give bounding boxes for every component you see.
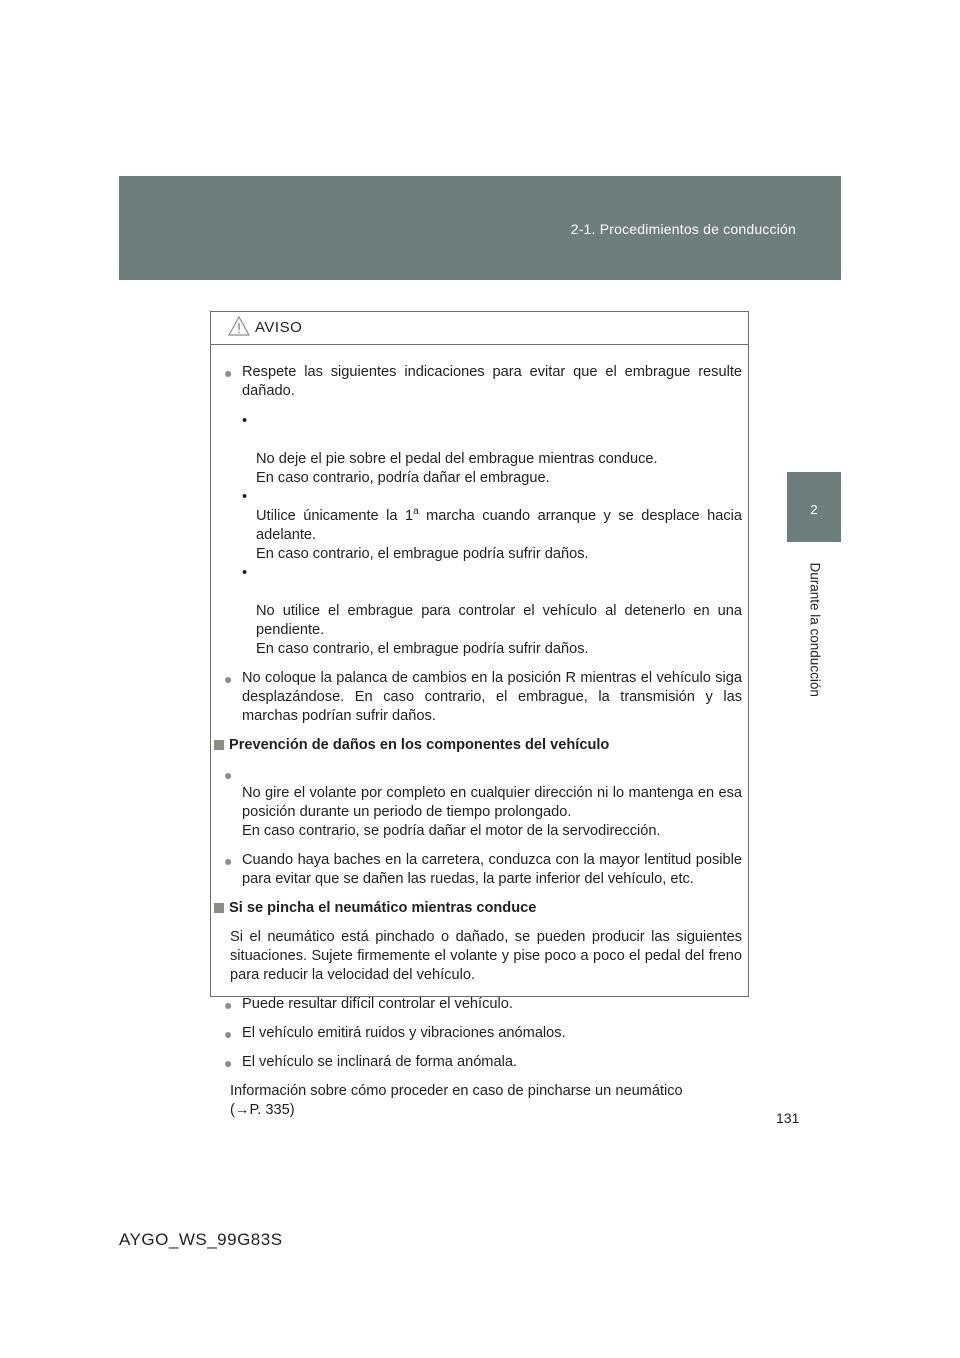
tire-info — [211, 1082, 742, 1120]
clutch-bullet — [211, 363, 742, 401]
warning-header — [211, 312, 748, 345]
tire-effect-bullet — [211, 1053, 742, 1072]
tire-info-line1: Información sobre cómo proceder en caso de pincharse un neumático — [230, 1083, 683, 1099]
components-heading — [211, 736, 742, 755]
bullet-icon: ● — [224, 671, 233, 687]
ordinal-sup: a — [413, 506, 419, 518]
potholes-bullet — [211, 851, 742, 889]
components-heading-text: Prevención de daños en los componentes del vehículo — [229, 737, 610, 753]
chapter-label: Durante la conducción — [807, 562, 823, 697]
square-bullet-icon — [214, 740, 224, 750]
tire-effect-1: Puede resultar difícil controlar el vehículo. — [242, 996, 513, 1012]
clutch-sublist — [211, 412, 742, 659]
bullet-icon: ● — [224, 1026, 233, 1042]
bullet-icon: ● — [224, 997, 233, 1013]
clutch-item-1: No deje el pie sobre el pedal del embrague mientras conduce. En caso contrario, podría dañar el embrague. — [256, 451, 658, 486]
list-dot-icon: • — [242, 489, 248, 505]
tire-info-ref[interactable]: (→P. 335) — [230, 1102, 295, 1118]
list-item — [211, 564, 742, 659]
header-band — [119, 176, 841, 280]
clutch-intro: Respete las siguientes indicaciones para evitar que el embrague resulte dañado. — [242, 364, 742, 399]
tire-heading — [211, 899, 742, 918]
clutch-item-2-prefix: Utilice únicamente la 1 — [256, 508, 414, 524]
warning-body — [211, 345, 748, 1120]
warning-title: AVISO — [255, 319, 303, 336]
gear-lever-bullet — [211, 669, 742, 726]
bullet-icon: ● — [224, 767, 233, 783]
document-code: AYGO_WS_99G83S — [119, 1230, 283, 1249]
square-bullet-icon — [214, 903, 224, 913]
chapter-tab — [787, 472, 841, 542]
warning-box — [210, 311, 749, 1118]
section-title: 2-1. Procedimientos de conducción — [570, 221, 796, 237]
list-dot-icon: • — [242, 565, 248, 581]
list-item — [211, 488, 742, 564]
bullet-icon: ● — [224, 365, 233, 381]
tire-effect-3: El vehículo se inclinará de forma anómala. — [242, 1054, 517, 1070]
tire-effect-bullet — [211, 995, 742, 1014]
list-dot-icon: • — [242, 413, 248, 429]
chapter-number: 2 — [810, 502, 818, 517]
tire-effect-bullet — [211, 1024, 742, 1043]
list-item — [211, 412, 742, 488]
potholes-text: Cuando haya baches en la carretera, conduzca con la mayor lentitud posible para evitar que se dañen las ruedas, la parte inferior del vehículo, etc. — [242, 852, 742, 887]
tire-effect-2: El vehículo emitirá ruidos y vibraciones anómalos. — [242, 1025, 566, 1041]
gear-lever-text: No coloque la palanca de cambios en la posición R mientras el vehículo siga desplazándose. En caso contrario, el embrague, la transmisión y las marchas podrían sufrir daños. — [242, 670, 742, 724]
clutch-item-2: marcha cuando arranque y se desplace hacia adelante. En caso contrario, el embrague podría sufrir daños. — [256, 508, 742, 562]
bullet-icon: ● — [224, 1055, 233, 1071]
steering-bullet — [211, 765, 742, 841]
steering-text: No gire el volante por completo en cualquier dirección ni lo mantenga en esa posición durante un periodo de tiempo prolongado. En caso contrario, se podría dañar el motor de la servodirección. — [242, 785, 742, 839]
clutch-item-3: No utilice el embrague para controlar el vehículo al detenerlo en una pendiente. En caso contrario, el embrague podría sufrir daños. — [256, 603, 742, 657]
bullet-icon: ● — [224, 853, 233, 869]
tire-heading-text: Si se pincha el neumático mientras conduce — [229, 900, 537, 916]
page-number: 131 — [776, 1110, 800, 1126]
tire-intro: Si el neumático está pinchado o dañado, se pueden producir las siguientes situaciones. Sujete firmemente el volante y pise poco a poco el pedal del freno para reducir la velocidad del vehículo. — [230, 929, 742, 983]
warning-triangle-icon — [228, 316, 250, 336]
